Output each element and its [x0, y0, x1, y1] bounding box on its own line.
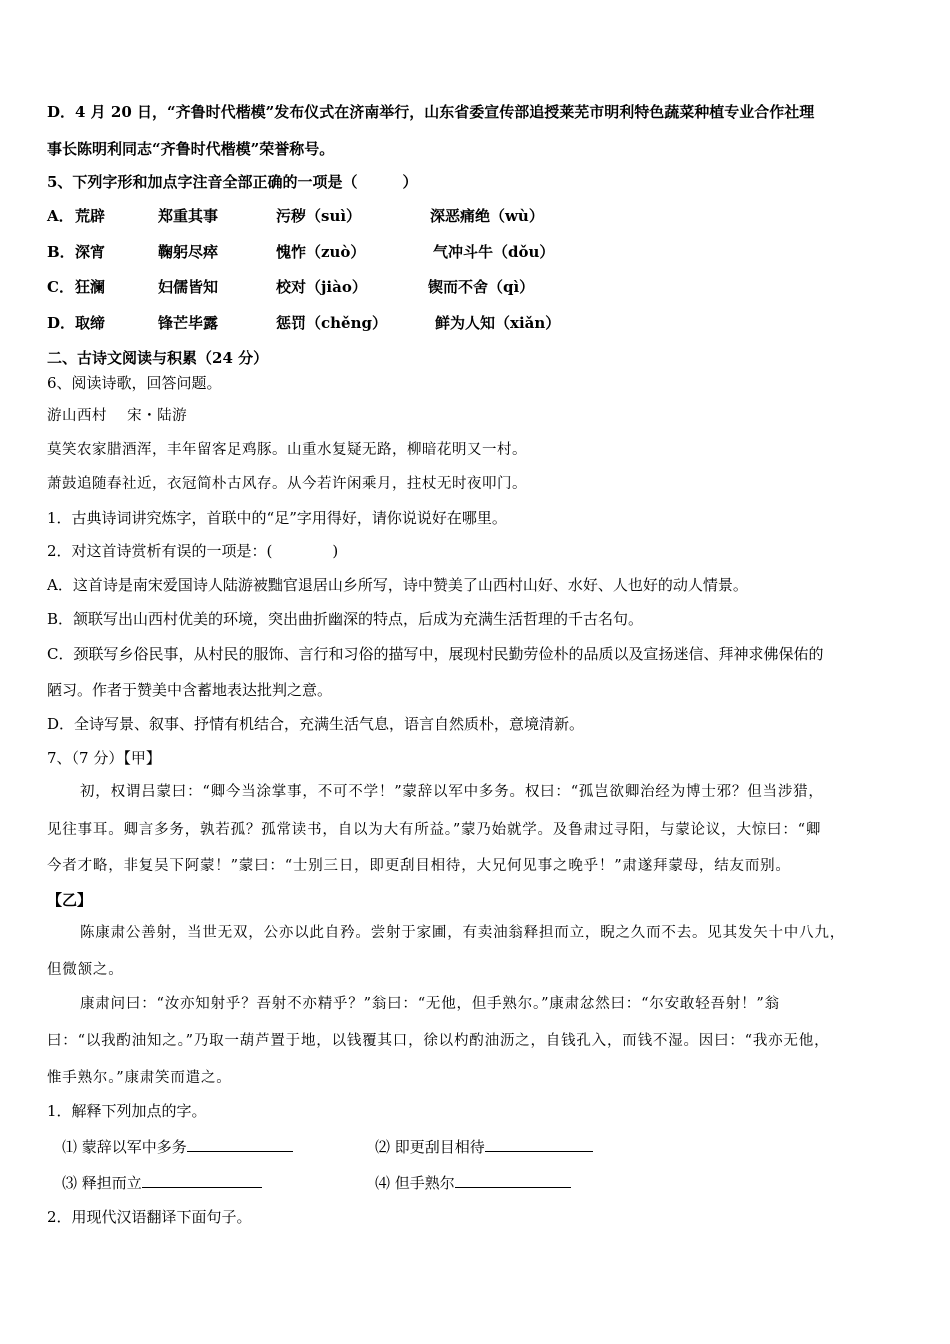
- q6-option-a[interactable]: A．这首诗是南宋爱国诗人陆游被黜官退居山乡所写，诗中赞美了山西村山好、水好、人也好的动人情景。: [47, 576, 748, 594]
- q4-option-d-line2: 事长陈明利同志“齐鲁时代楷模”荣誉称号。: [47, 140, 335, 158]
- poem-line: 莫笑农家腊酒浑，丰年留客足鸡豚。山重水复疑无路，柳暗花明又一村。: [47, 442, 527, 458]
- fill-blank-item[interactable]: [62, 1171, 262, 1193]
- q5-option-label: C．: [47, 278, 74, 296]
- q5-option-label: B．: [47, 243, 75, 261]
- q6-sub2: 2．对这首诗赏析有误的一项是：( ): [47, 542, 339, 560]
- q5-option-item: 气冲斗牛（dǒu）: [433, 243, 555, 261]
- answer-blank[interactable]: [485, 1135, 593, 1152]
- poem-line: 萧鼓追随春社近，衣冠简朴古风存。从今若许闲乘月，拄杖无时夜叩门。: [47, 476, 527, 492]
- classical-text-line: 惟手熟尔。”康肃笑而遣之。: [47, 1070, 232, 1086]
- q5-option-item: 锲而不舍（qì）: [428, 278, 535, 296]
- classical-text-line: 今者才略，非复吴下阿蒙！”蒙曰：“士别三日，即更刮目相待，大兄何见事之晚乎！”肃遂拜蒙母，结友而别。: [47, 858, 791, 874]
- q5-option-item: 惩罚（chěng）: [276, 314, 387, 332]
- q5-option-item: 污秽（suì）: [276, 207, 362, 225]
- q7-sub1: 1．解释下列加点的字。: [47, 1102, 207, 1120]
- q5-option-item: 校对（jiào）: [276, 278, 367, 296]
- classical-text-line: 康肃问曰：“汝亦知射乎？吾射不亦精乎？”翁曰：“无他，但手熟尔。”康肃忿然曰：“尔安敢轻吾射！”翁: [80, 996, 780, 1012]
- q5-option-item: 取缔: [75, 314, 106, 332]
- q5-option-item: 妇儒皆知: [158, 278, 219, 296]
- q5-option-item: 深宵: [75, 243, 106, 261]
- poem-title: 游山西村 宋・陆游: [47, 408, 188, 424]
- q5-option-label: A．: [47, 207, 74, 225]
- fill-blank-prompt: ⑵ 即更刮目相待: [375, 1138, 485, 1156]
- fill-blank-item[interactable]: [62, 1135, 293, 1157]
- classical-text-line: 曰：“以我酌油知之。”乃取一葫芦置于地，以钱覆其口，徐以杓酌油沥之，自钱孔入，而钱不湿。因曰：“我亦无他，: [47, 1033, 830, 1049]
- fill-blank-prompt: ⑷ 但手熟尔: [375, 1174, 455, 1192]
- q5-option-label: D．: [47, 314, 76, 332]
- q6-sub1: 1．古典诗词讲究炼字，首联中的“足”字用得好，请你说说好在哪里。: [47, 509, 507, 527]
- q5-option-item: 鞠躬尽瘁: [158, 243, 219, 261]
- classical-text-line: 初，权谓吕蒙曰：“卿今当涂掌事，不可不学！”蒙辞以军中多务。权曰：“孤岂欲卿治经为博士邪？但当涉猎，: [80, 784, 824, 800]
- fill-blank-item[interactable]: [375, 1135, 593, 1157]
- fill-blank-item[interactable]: [375, 1171, 571, 1193]
- fill-blank-prompt: ⑶ 释担而立: [62, 1174, 142, 1192]
- yi-label: 【乙】: [47, 891, 93, 909]
- answer-blank[interactable]: [187, 1135, 293, 1152]
- q5-option-item: 郑重其事: [158, 207, 219, 225]
- q7-stem: 7、（7 分）【甲】: [47, 749, 161, 767]
- answer-blank[interactable]: [142, 1171, 262, 1188]
- q5-option-item: 锋芒毕露: [158, 314, 219, 332]
- answer-blank[interactable]: [455, 1171, 571, 1188]
- q5-option-item: 狂澜: [75, 278, 106, 296]
- q7-sub2: 2．用现代汉语翻译下面句子。: [47, 1208, 252, 1226]
- q4-option-d-line1: D．4 月 20 日，“齐鲁时代楷模”发布仪式在济南举行，山东省委宣传部追授莱芜市明利特色蔬菜种植专业合作社理: [47, 103, 815, 121]
- q5-stem: 5、下列字形和加点字注音全部正确的一项是（ ）: [47, 173, 418, 191]
- fill-blank-prompt: ⑴ 蒙辞以军中多务: [62, 1138, 187, 1156]
- classical-text-line: 但微颔之。: [47, 962, 124, 978]
- q6-option-b[interactable]: B．颔联写出山西村优美的环境，突出曲折幽深的特点，后成为充满生活哲理的千古名句。: [47, 610, 644, 628]
- classical-text-line: 陈康肃公善射，当世无双，公亦以此自矜。尝射于家圃，有卖油翁释担而立，睨之久而不去。见其发矢十中八九，: [80, 925, 845, 941]
- q5-option-item: 鲜为人知（xiǎn）: [435, 314, 561, 332]
- classical-text-line: 见往事耳。卿言多务，孰若孤？孤常读书，自以为大有所益。”蒙乃始就学。及鲁肃过寻阳，与蒙论议，大惊曰：“卿: [47, 822, 822, 838]
- section-title: 二、古诗文阅读与积累（24 分）: [47, 349, 269, 367]
- q5-option-item: 愧怍（zuò）: [276, 243, 366, 261]
- q6-option-c-line1[interactable]: C．颈联写乡俗民事，从村民的服饰、言行和习俗的描写中，展现村民勤劳俭朴的品质以及宣扬迷信、拜神求佛保佑的: [47, 645, 824, 663]
- q5-option-item: 荒辟: [75, 207, 106, 225]
- q6-option-d[interactable]: D．全诗写景、叙事、抒情有机结合，充满生活气息，语言自然质朴，意境清新。: [47, 715, 585, 733]
- q6-stem: 6、阅读诗歌，回答问题。: [47, 374, 222, 392]
- q6-option-c-line2[interactable]: 陋习。作者于赞美中含蓄地表达批判之意。: [47, 681, 333, 699]
- q5-option-item: 深恶痛绝（wù）: [430, 207, 544, 225]
